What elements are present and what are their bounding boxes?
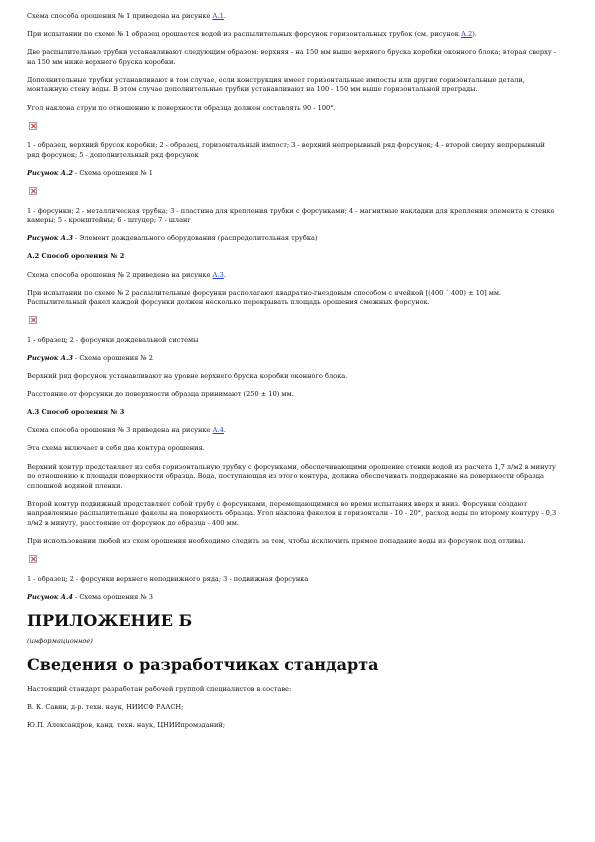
paragraph-scheme2-ref: Схема способа орошения № 2 приведена на рисунке А.3.	[27, 270, 226, 279]
paragraph-scheme1-ref: Схема способа орошения № 1 приведена на рисунке А.1.	[27, 12, 226, 20]
broken-image-icon	[29, 187, 37, 195]
paragraph-angle: Угол наклона струи по отношению к поверхности образца должен составлять 90 - 100°.	[27, 103, 336, 112]
figure-link-a3[interactable]: А.3	[212, 270, 224, 279]
paragraph-extra-tubes: Дополнительные трубки устанавливают в том случае, если конструкция имеет горизонтальные импосты или другие горизонтальные детали, монтажную стену воды. В этом случае дополнительные трубки устанавливают на 100 - 150 мм выше горизонтальной преграды.	[27, 75, 525, 94]
developer-entry: Ю.П. Александров, канд. техн. наук, ЦНИИпромзданий;	[27, 721, 226, 730]
figure-link-a4[interactable]: А.4	[212, 426, 224, 435]
paragraph-scheme1-desc: При испытании по схеме № 1 образец орошается водой из распылительных форсунок горизонтальных трубок (см. рисунок А.2).	[27, 30, 477, 39]
figure-caption-3: Рисунок А.3 - Схема орошения № 2	[27, 353, 153, 362]
paragraph-two-circuits: Эта схема включает в себя два контура орошения.	[27, 444, 205, 453]
figure-legend-2: 1 - форсунки; 2 - металлическая трубка; 3 - пластина для крепления трубки с форсунками; 4 - магнитные накладки для крепления элемента к стенке камеры; 5 - кронштейны; 6 - штуцер; 7 - шланг	[27, 206, 555, 225]
section-heading-a3: А.3 Способ ороления № 3	[27, 408, 125, 417]
figure-legend-4: 1 - образец; 2 - форсунки верхнего неподвижного ряда; 3 - подвижная форсунка	[27, 574, 309, 583]
paragraph-upper-circuit: Верхний контур представляет из себя горизонтальную трубку с форсунками, обеспечивающими орошение стенки водой из расчета 1,7 л/м2 в минуту по отношению к площади поверхности образца. Вода, поступающая из этого контура, должна обеспечивать поддержание на поверхности образца сплошной водяной пленки.	[27, 462, 556, 490]
paragraph-top-row: Верхний ряд форсунок устанавливают на уровне верхнего бруска коробки оконного блока.	[27, 372, 348, 381]
paragraph-tubes: Две распылительные трубки устанавливают следующим образом: верхняя - на 150 мм выше верхнего бруска коробки оконного блока; вторая сверху - на 150 мм ниже верхнего бруска коробки.	[27, 48, 557, 66]
paragraph-distance: Расстояние от форсунки до поверхности образца принимают (250 ± 10) мм.	[27, 390, 294, 399]
figure-legend-3: 1 - образец; 2 - форсунки дождевальной системы	[27, 335, 199, 344]
figure-caption-2: Рисунок А.3 - Элемент дождевального оборудования (распределительная трубка)	[27, 234, 318, 243]
paragraph-caution: При использовании любой из схем орошения необходимо следить за тем, чтобы исключить прямое попадание воды из форсунок под отливы.	[27, 537, 526, 546]
figure-caption-4: Рисунок А.4 - Схема орошения № 3	[27, 592, 153, 601]
developer-entry: В. К. Савин, д-р. техн. наук, НИИСФ РААСН;	[27, 703, 184, 712]
developers-title: Сведения о разработчиках стандарта	[27, 655, 379, 675]
section-heading-a2: А.2 Способ ороления № 2	[27, 252, 125, 261]
appendix-title: ПРИЛОЖЕНИЕ Б	[27, 610, 193, 630]
document-page	[27, 12, 557, 739]
paragraph-scheme3-ref: Схема способа орошения № 3 приведена на рисунке А.4.	[27, 426, 226, 435]
paragraph-scheme2-desc: При испытании по схеме № 2 распылительные форсунки располагают квадратно-гнездовым способом с ячейкой [(400 ´ 400) ± 10] мм. Распылительный факел каждой форсунки должен несколько перекрывать площадь орошения смежных форсунок.	[27, 288, 502, 307]
figure-link-a1[interactable]: А.1	[212, 12, 224, 20]
figure-legend-1: 1 - образец, верхний брусок коробки; 2 - образец, горизонтальный импост; 3 - верхний непрерывный ряд форсунок; 4 - второй сверху непрерывный ряд форсунок; 5 - дополнительный ряд форсунок	[27, 141, 545, 159]
broken-image-icon	[29, 316, 37, 324]
figure-link-a2[interactable]: А.2	[460, 30, 473, 39]
appendix-note: (информационное)	[27, 636, 93, 645]
figure-caption-1: Рисунок А.2 - Схема орошения № 1	[27, 168, 153, 177]
broken-image-icon	[29, 122, 37, 130]
broken-image-icon	[29, 555, 37, 563]
paragraph-second-circuit: Второй контур подвижный представляет собой трубу с форсунками, перемещающимися во время испытания вверх и вниз. Форсунки создают направленные распылительные факелы на поверхность образца. Угол наклона факелов к горизонтали - 10 - 20°, расход воды по второму контуру - 0,3 л/м2 в минуту, расстояние от форсунок до образца - 400 мм.	[27, 499, 557, 527]
paragraph-developers-intro: Настоящий стандарт разработан рабочей группой специалистов в составе:	[27, 685, 292, 694]
